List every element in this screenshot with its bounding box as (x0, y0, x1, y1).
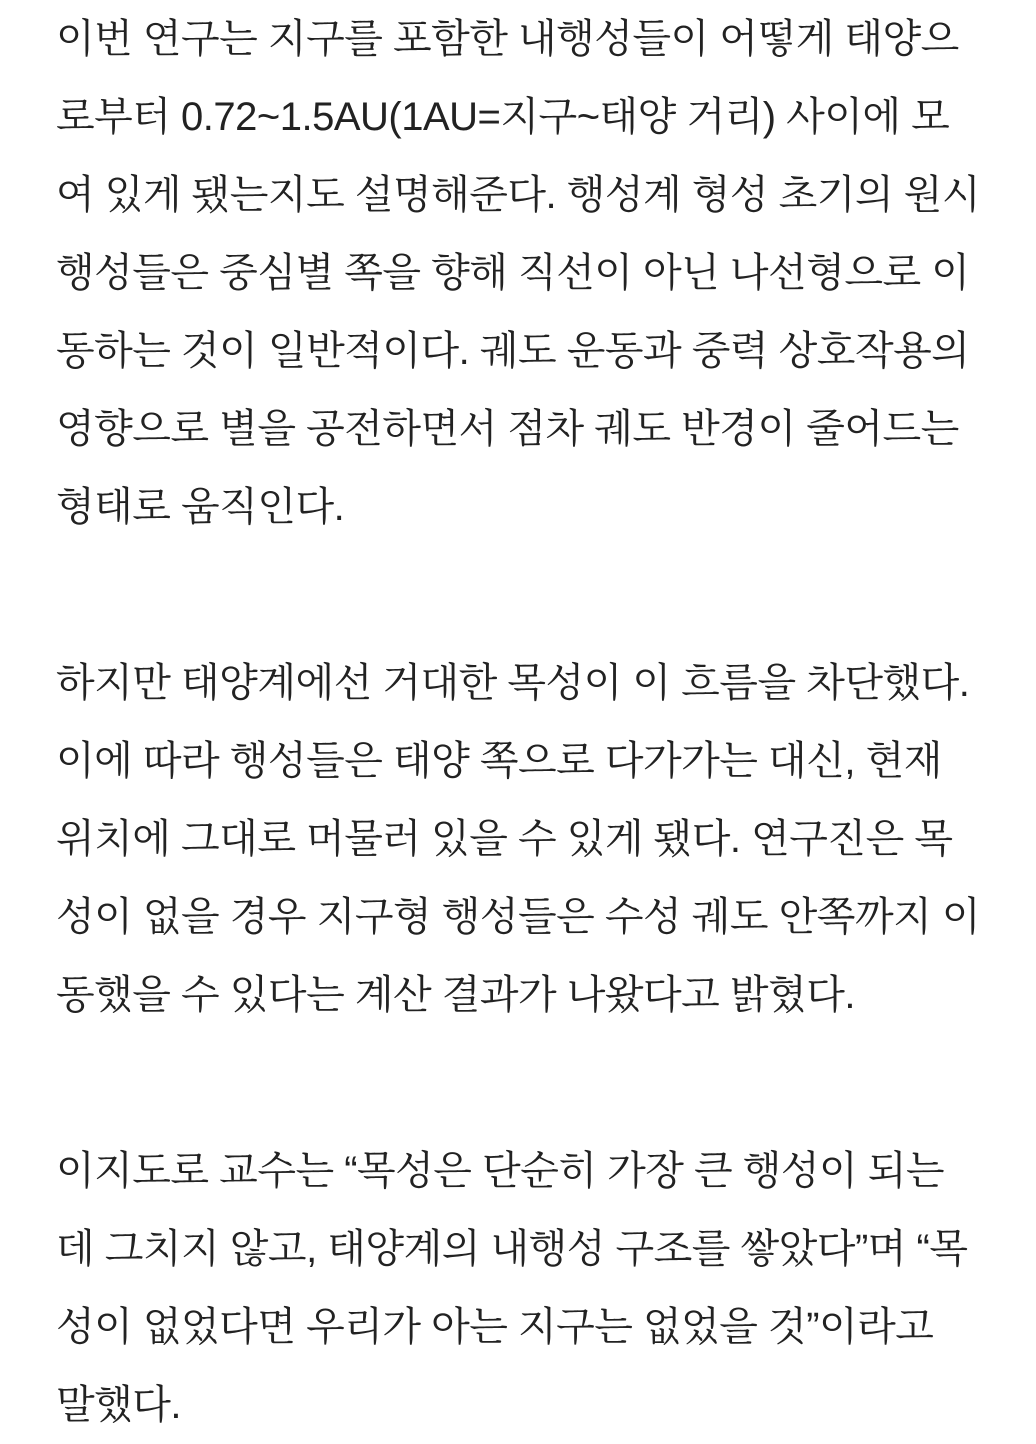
text-line: 하지만 태양계에선 거대한 목성이 이 흐름을 차단했다. (56, 661, 970, 705)
paragraph-2 (56, 644, 1006, 1034)
text-line: 성이 없었다면 우리가 아는 지구는 없었을 것”이라고 (56, 1305, 934, 1349)
paragraph-3 (56, 1132, 1006, 1444)
text-line: 여 있게 됐는지도 설명해준다. 행성계 형성 초기의 원시 (56, 173, 980, 217)
text-line: 말했다. (56, 1383, 182, 1427)
text-line: 위치에 그대로 머물러 있을 수 있게 됐다. 연구진은 목 (56, 817, 953, 861)
text-line: 성이 없을 경우 지구형 행성들은 수성 궤도 안쪽까지 이 (56, 895, 980, 939)
paragraph-1 (56, 0, 1006, 546)
text-line: 영향으로 별을 공전하면서 점차 궤도 반경이 줄어드는 (56, 407, 959, 451)
text-line: 이번 연구는 지구를 포함한 내행성들이 어떻게 태양으 (56, 17, 959, 61)
text-line: 이에 따라 행성들은 태양 쪽으로 다가가는 대신, 현재 (56, 739, 942, 783)
text-line: 로부터 0.72~1.5AU(1AU=지구~태양 거리) 사이에 모 (56, 95, 950, 139)
text-line: 행성들은 중심별 쪽을 향해 직선이 아닌 나선형으로 이 (56, 251, 970, 295)
text-line: 형태로 움직인다. (56, 485, 345, 529)
text-line: 동하는 것이 일반적이다. 궤도 운동과 중력 상호작용의 (56, 329, 970, 373)
text-line: 데 그치지 않고, 태양계의 내행성 구조를 쌓았다”며 “목 (56, 1227, 968, 1271)
text-line: 동했을 수 있다는 계산 결과가 나왔다고 밝혔다. (56, 973, 855, 1017)
text-line: 이지도로 교수는 “목성은 단순히 가장 큰 행성이 되는 (56, 1149, 945, 1193)
